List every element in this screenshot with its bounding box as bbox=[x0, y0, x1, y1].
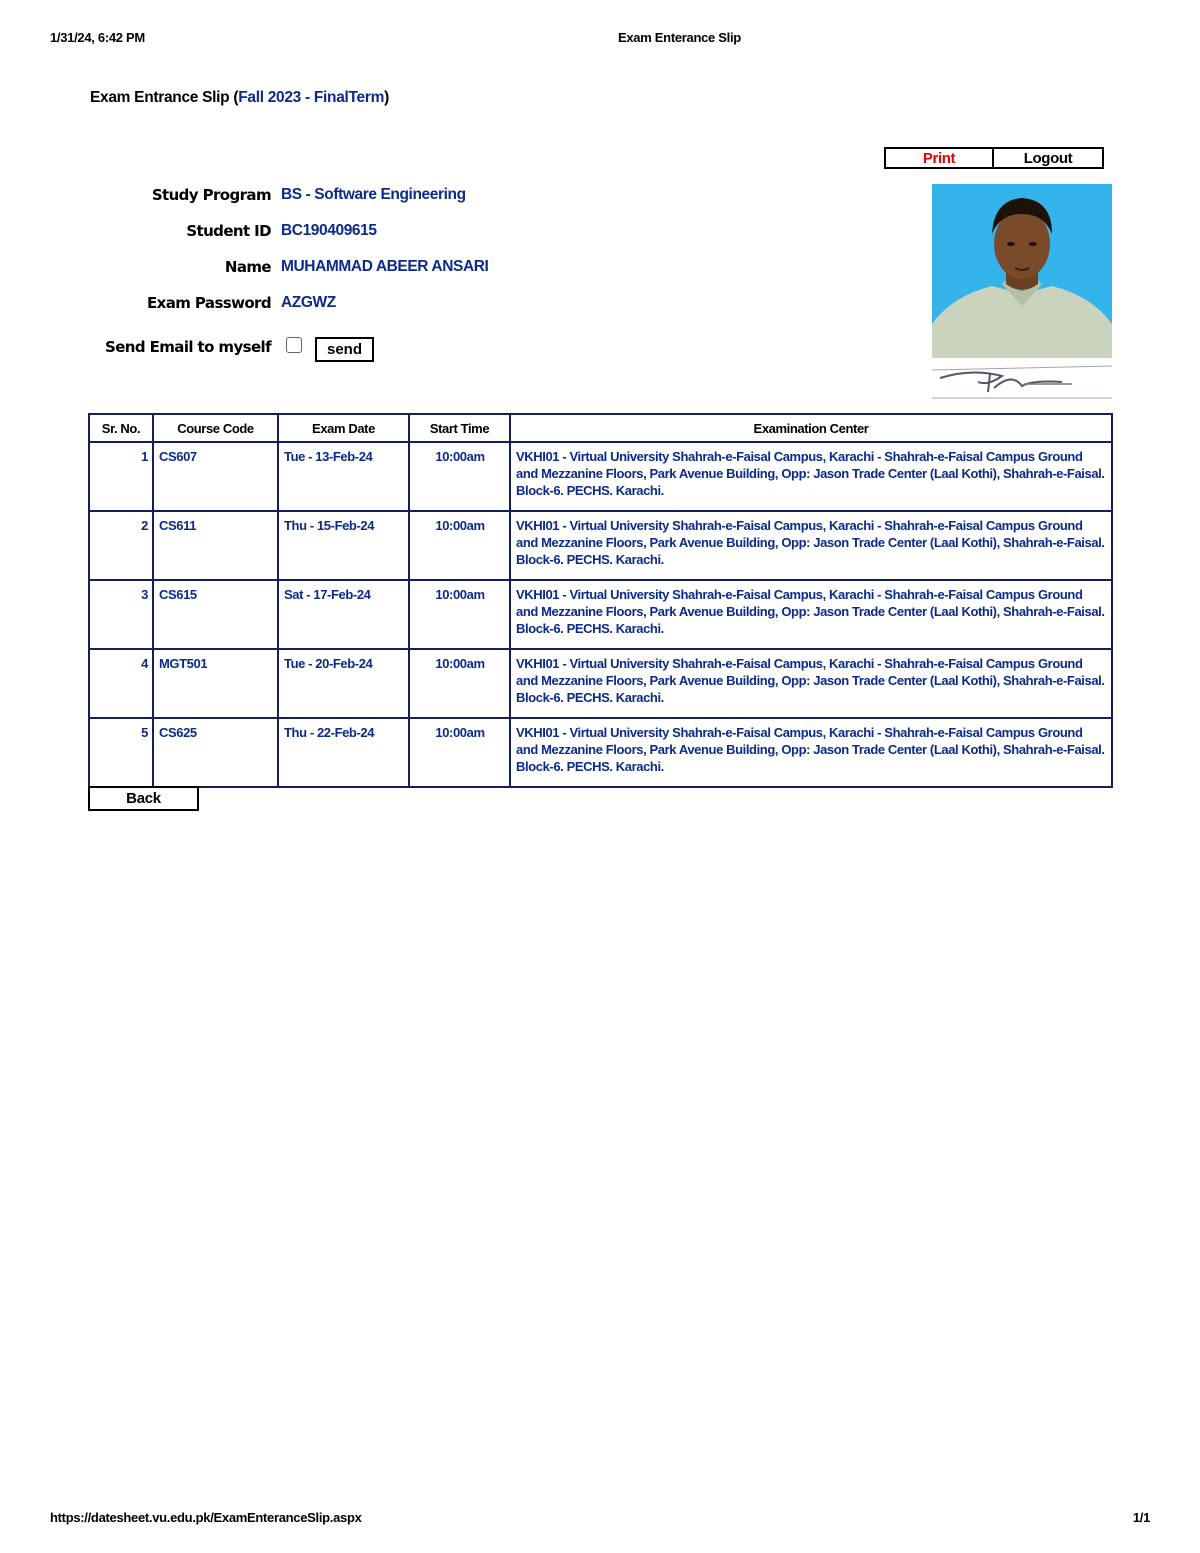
table-row bbox=[89, 649, 1112, 718]
cell-exam-center: VKHI01 - Virtual University Shahrah-e-Faisal Campus, Karachi - Shahrah-e-Faisal Campus Ground and Mezzanine Floors, Park Avenue Building, Opp: Jason Trade Center (Laal Kothi), Shahrah-e-Faisal. Block-6. PECHS. Karachi. bbox=[510, 580, 1112, 649]
cell-exam-date: Tue - 13-Feb-24 bbox=[278, 442, 409, 511]
table-header-row bbox=[89, 414, 1112, 442]
cell-course-code: CS607 bbox=[153, 442, 278, 511]
title-term: Fall 2023 - FinalTerm bbox=[238, 89, 385, 106]
cell-start-time: 10:00am bbox=[409, 649, 510, 718]
cell-exam-center: VKHI01 - Virtual University Shahrah-e-Faisal Campus, Karachi - Shahrah-e-Faisal Campus Ground and Mezzanine Floors, Park Avenue Building, Opp: Jason Trade Center (Laal Kothi), Shahrah-e-Faisal. Block-6. PECHS. Karachi. bbox=[510, 442, 1112, 511]
top-actions bbox=[884, 147, 1104, 169]
cell-start-time: 10:00am bbox=[409, 718, 510, 787]
cell-sr: 3 bbox=[89, 580, 153, 649]
cell-exam-date: Tue - 20-Feb-24 bbox=[278, 649, 409, 718]
cell-exam-date: Sat - 17-Feb-24 bbox=[278, 580, 409, 649]
title-suffix: ) bbox=[384, 89, 389, 106]
header-exam-date: Exam Date bbox=[278, 414, 409, 442]
header-exam-center: Examination Center bbox=[510, 414, 1112, 442]
exam-password-label: Exam Password bbox=[147, 294, 271, 312]
name-value: MUHAMMAD ABEER ANSARI bbox=[281, 258, 489, 275]
cell-sr: 5 bbox=[89, 718, 153, 787]
cell-course-code: CS625 bbox=[153, 718, 278, 787]
cell-course-code: CS615 bbox=[153, 580, 278, 649]
student-photo-icon bbox=[932, 184, 1112, 358]
header-sr-no: Sr. No. bbox=[89, 414, 153, 442]
logout-button[interactable]: Logout bbox=[992, 147, 1104, 169]
cell-start-time: 10:00am bbox=[409, 511, 510, 580]
print-datetime: 1/31/24, 6:42 PM bbox=[50, 30, 145, 45]
cell-course-code: MGT501 bbox=[153, 649, 278, 718]
student-id-value: BC190409615 bbox=[281, 222, 377, 239]
table-row bbox=[89, 442, 1112, 511]
study-program-label: Study Program bbox=[151, 186, 271, 204]
cell-sr: 4 bbox=[89, 649, 153, 718]
cell-start-time: 10:00am bbox=[409, 580, 510, 649]
header-course-code: Course Code bbox=[153, 414, 278, 442]
send-email-checkbox[interactable] bbox=[286, 337, 302, 353]
page-title bbox=[90, 89, 389, 107]
header-start-time: Start Time bbox=[409, 414, 510, 442]
cell-exam-center: VKHI01 - Virtual University Shahrah-e-Faisal Campus, Karachi - Shahrah-e-Faisal Campus Ground and Mezzanine Floors, Park Avenue Building, Opp: Jason Trade Center (Laal Kothi), Shahrah-e-Faisal. Block-6. PECHS. Karachi. bbox=[510, 649, 1112, 718]
student-photo bbox=[932, 184, 1112, 358]
exam-schedule-table bbox=[88, 413, 1113, 788]
print-url: https://datesheet.vu.edu.pk/ExamEnteranceSlip.aspx bbox=[50, 1510, 362, 1525]
send-email-label: Send Email to myself bbox=[105, 338, 271, 356]
table-row bbox=[89, 580, 1112, 649]
exam-password-value: AZGWZ bbox=[281, 294, 336, 311]
back-button[interactable]: Back bbox=[88, 786, 199, 811]
cell-exam-center: VKHI01 - Virtual University Shahrah-e-Faisal Campus, Karachi - Shahrah-e-Faisal Campus Ground and Mezzanine Floors, Park Avenue Building, Opp: Jason Trade Center (Laal Kothi), Shahrah-e-Faisal. Block-6. PECHS. Karachi. bbox=[510, 511, 1112, 580]
signature-image bbox=[932, 362, 1112, 402]
student-id-label: Student ID bbox=[186, 222, 271, 240]
title-prefix: Exam Entrance Slip ( bbox=[90, 89, 239, 106]
print-page-number: 1/1 bbox=[1132, 1510, 1150, 1525]
signature-icon bbox=[932, 362, 1112, 402]
cell-sr: 1 bbox=[89, 442, 153, 511]
cell-exam-center: VKHI01 - Virtual University Shahrah-e-Faisal Campus, Karachi - Shahrah-e-Faisal Campus Ground and Mezzanine Floors, Park Avenue Building, Opp: Jason Trade Center (Laal Kothi), Shahrah-e-Faisal. Block-6. PECHS. Karachi. bbox=[510, 718, 1112, 787]
cell-start-time: 10:00am bbox=[409, 442, 510, 511]
name-label: Name bbox=[224, 258, 271, 276]
cell-course-code: CS611 bbox=[153, 511, 278, 580]
cell-exam-date: Thu - 22-Feb-24 bbox=[278, 718, 409, 787]
print-doc-title: Exam Enterance Slip bbox=[618, 30, 741, 45]
study-program-value: BS - Software Engineering bbox=[281, 186, 466, 203]
send-button[interactable]: send bbox=[315, 337, 374, 362]
cell-sr: 2 bbox=[89, 511, 153, 580]
cell-exam-date: Thu - 15-Feb-24 bbox=[278, 511, 409, 580]
print-button[interactable]: Print bbox=[884, 147, 994, 169]
table-row bbox=[89, 511, 1112, 580]
table-row bbox=[89, 718, 1112, 787]
